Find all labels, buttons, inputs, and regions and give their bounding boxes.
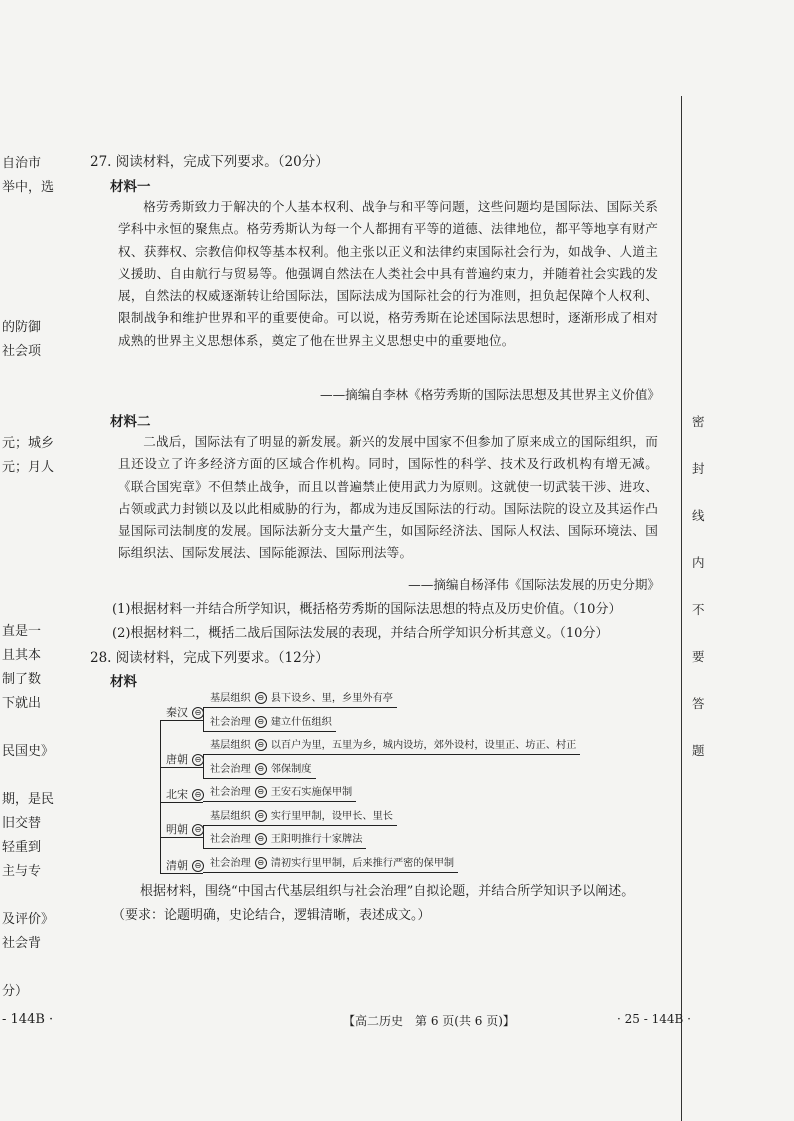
- q27-material1-source: ——摘编自李林《格劳秀斯的国际法思想及其世界主义价值》: [319, 387, 660, 402]
- diagram-row: [210, 692, 397, 706]
- circle-minus-icon: ⊖: [255, 786, 267, 798]
- dynasty-underline: [160, 720, 203, 721]
- seal-line-char: 线: [692, 508, 705, 523]
- fragment-text: 下就出: [2, 696, 42, 711]
- dynasty-underline: [160, 873, 203, 874]
- dynasty-name: 秦汉: [166, 705, 188, 719]
- diagram-category: 社会治理: [210, 787, 251, 798]
- diagram-category: 基层组织: [210, 740, 251, 751]
- diagram-category: 社会治理: [210, 857, 251, 869]
- q27-requirement-2: (2)根据材料二，概括二战后国际法发展的表现，并结合所学知识分析其意义。（10分）: [112, 626, 609, 641]
- diagram-category: 基层组织: [210, 693, 251, 704]
- seal-line-char: 不: [692, 602, 705, 617]
- fragment-text: 分）: [2, 984, 29, 999]
- diagram-content: 县下设乡、里，乡里外有亭: [270, 693, 393, 704]
- diagram-row: [210, 857, 458, 871]
- dynasty-name: 唐朝: [166, 752, 188, 766]
- diagram-trunk: [160, 720, 161, 873]
- dynasty-name: 北宋: [166, 788, 188, 801]
- diagram-row: [210, 763, 316, 777]
- branch-connector: [203, 707, 204, 731]
- circle-minus-icon: ⊖: [255, 857, 267, 869]
- diagram-content: 清初实行里甲制，后来推行严密的保甲制: [270, 857, 455, 869]
- seal-line-char: 内: [692, 555, 705, 570]
- dynasty-label: [166, 821, 208, 837]
- circle-minus-icon: ⊖: [192, 789, 204, 801]
- branch-connector: [203, 754, 204, 778]
- circle-minus-icon: ⊖: [255, 763, 267, 775]
- dynasty-name: 明朝: [166, 823, 188, 837]
- q28-requirement: （要求：论题明确，史论结合，逻辑清晰，表述成文。）: [112, 908, 431, 923]
- diagram-row: [210, 786, 356, 800]
- fragment-text: 社会背: [2, 936, 42, 951]
- diagram-row: [210, 833, 366, 847]
- fragment-text: 制了数: [2, 672, 42, 687]
- row-underline: [203, 778, 316, 779]
- row-underline: [203, 825, 397, 826]
- fragment-text: 元；城乡: [2, 436, 55, 451]
- page-code: · 25 - 144B ·: [617, 1012, 691, 1026]
- fragment-text: - 144B ·: [2, 1012, 54, 1027]
- diagram-category: 基层组织: [210, 810, 251, 822]
- row-underline: [203, 801, 356, 802]
- fragment-text: 且其本: [2, 648, 42, 663]
- diagram-category: 社会治理: [210, 763, 251, 775]
- row-underline: [203, 848, 366, 849]
- circle-minus-icon: ⊖: [192, 824, 204, 836]
- branch-connector: [203, 825, 204, 849]
- dynasty-name: 清朝: [166, 858, 188, 872]
- fragment-text: 的防御: [2, 320, 42, 335]
- circle-minus-icon: ⊖: [192, 860, 204, 872]
- row-underline: [203, 754, 580, 755]
- diagram-category: 社会治理: [210, 716, 251, 728]
- dynasty-underline: [160, 767, 203, 768]
- diagram-content: 王安石实施保甲制: [270, 787, 353, 798]
- fragment-text: 社会项: [2, 344, 42, 359]
- diagram-row: [210, 810, 397, 824]
- seal-line-char: 封: [692, 461, 705, 476]
- q28-heading: 28. 阅读材料，完成下列要求。（12分）: [90, 650, 329, 666]
- fragment-text: 民国史》: [2, 744, 55, 759]
- dynasty-label: [166, 857, 208, 873]
- q27-material2-text: 二战后，国际法有了明显的新发展。新兴的发展中国家不但参加了原来成立的国际组织，而且还设立了许多经济方面的区域合作机构。同时，国际性的科学、技术及行政机构有增无减。《联合国宪章》不但禁止战争，而且以普遍禁止使用武力为原则。这就使一切武装干涉、进攻、占领或武力封锁以及以此相威胁的行为，都成为违反国际法的行动。国际法院的设立及其运作凸显国际司法制度的发展。国际法新分支大量产生，如国际经济法、国际人权法、国际环境法、国际组织法、国际发展法、国际能源法、国际刑法等。: [118, 434, 658, 561]
- fragment-text: 自治市: [2, 156, 42, 171]
- row-underline: [203, 707, 397, 708]
- circle-minus-icon: ⊖: [192, 754, 204, 766]
- page-footer: 【高二历史 第 6 页(共 6 页)】: [343, 1014, 515, 1028]
- fragment-text: 旧交替: [2, 816, 42, 831]
- seal-line: [681, 96, 682, 1121]
- diagram-content: 实行里甲制，设甲长、里长: [270, 810, 393, 822]
- fragment-text: 期，是民: [2, 792, 55, 807]
- fragment-text: 元；月人: [2, 460, 55, 475]
- diagram-content: 邻保制度: [270, 763, 312, 775]
- diagram-row: [210, 739, 580, 753]
- fragment-text: 及评价》: [2, 912, 55, 927]
- q27-material2-label: 材料二: [110, 414, 151, 430]
- row-underline: [203, 731, 336, 732]
- fragment-text: 轻重到: [2, 840, 42, 855]
- q27-material2-source: ——摘编自杨泽伟《国际法发展的历史分期》: [408, 577, 660, 592]
- circle-minus-icon: ⊖: [255, 692, 267, 704]
- circle-minus-icon: ⊖: [255, 810, 267, 822]
- seal-line-char: 密: [692, 414, 705, 429]
- q28-prompt: 根据材料，围绕“中国古代基层组织与社会治理”自拟论题，并结合所学知识予以阐述。: [140, 884, 635, 899]
- circle-minus-icon: ⊖: [255, 716, 267, 728]
- q27-material1-text: 格劳秀斯致力于解决的个人基本权利、战争与和平等问题，这些问题均是国际法、国际关系学科中永恒的聚焦点。格劳秀斯认为每一个人都拥有平等的道德、法律地位，都平等地享有财产权、获葬权、宗教信仰权等基本权利。他主张以正义和法律约束国际社会行为，如战争、人道主义援助、自由航行与贸易等。他强调自然法在人类社会中具有普遍约束力，并随着社会实践的发展，自然法的权威逐渐转让给国际法，国际法成为国际社会的行为准则，担负起保障个人权利、限制战争和维护世界和平的重要使命。可以说，格劳秀斯在论述国际法思想时，逐渐形成了相对成熟的世界主义思想体系，奠定了他在世界主义思想史中的重要地位。: [118, 199, 658, 348]
- diagram-content: 王阳明推行十家牌法: [270, 834, 363, 845]
- circle-minus-icon: ⊖: [255, 739, 267, 751]
- dynasty-underline: [160, 837, 203, 838]
- dynasty-label: [166, 751, 208, 767]
- q27-requirement-1: (1)根据材料一并结合所学知识，概括格劳秀斯的国际法思想的特点及历史价值。（10分）: [112, 602, 622, 617]
- diagram-content: 以百户为里，五里为乡，城内设坊，郊外设村，设里正、坊正、村正: [270, 740, 577, 751]
- diagram-content: 建立什伍组织: [270, 716, 332, 728]
- q28-material-label: 材料: [110, 674, 137, 690]
- q27-material1-label: 材料一: [110, 179, 151, 195]
- row-underline: [203, 872, 458, 873]
- seal-line-char: 题: [692, 743, 705, 758]
- dynasty-underline: [160, 802, 203, 803]
- q27-heading: 27. 阅读材料，完成下列要求。（20分）: [90, 154, 329, 170]
- circle-minus-icon: ⊖: [255, 833, 267, 845]
- diagram-row: [210, 716, 336, 730]
- circle-minus-icon: ⊖: [192, 707, 204, 719]
- fragment-text: 直是一: [2, 624, 42, 639]
- fragment-text: 举中，选: [2, 180, 55, 195]
- seal-line-char: 要: [692, 649, 705, 664]
- fragment-text: 主与专: [2, 864, 42, 879]
- dynasty-label: [166, 786, 208, 802]
- diagram-category: 社会治理: [210, 834, 251, 845]
- seal-line-char: 答: [692, 696, 705, 711]
- dynasty-label: [166, 704, 208, 720]
